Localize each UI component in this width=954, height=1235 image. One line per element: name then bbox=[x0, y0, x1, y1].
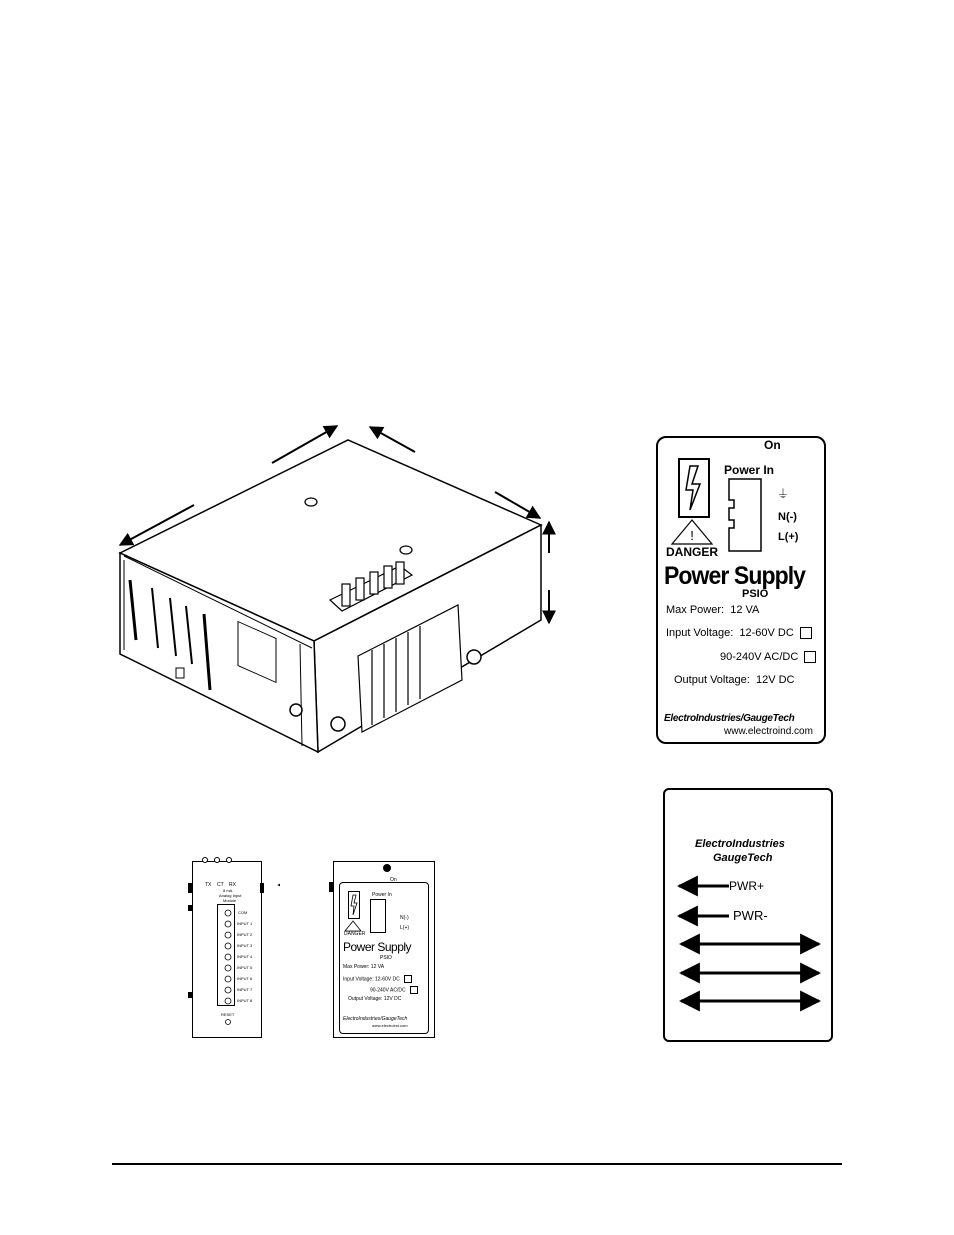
small-max-power: Max Power: 12 VA bbox=[343, 964, 385, 970]
top-hole-icon bbox=[305, 498, 317, 506]
small-url-text: www.electroind.com bbox=[372, 1023, 408, 1028]
small-power-in-text: Power In bbox=[372, 892, 392, 898]
output-voltage-row: Output Voltage: 12V DC bbox=[674, 674, 795, 686]
small-power-supply-title: Power Supply bbox=[343, 940, 412, 954]
max-power-row: Max Power: 12 VA bbox=[666, 604, 760, 616]
power-input-terminal-icon bbox=[728, 478, 762, 557]
checkbox-90-240v[interactable] bbox=[804, 651, 816, 663]
small-input-voltage-2: 90-240V AC/DC bbox=[370, 986, 418, 994]
pwr-plus-text: PWR+ bbox=[729, 879, 765, 893]
input-2-label: INPUT 2 bbox=[237, 932, 253, 937]
power-supply-title: Power Supply bbox=[664, 562, 806, 590]
com-label: COM bbox=[238, 910, 248, 915]
n-minus-text: N(-) bbox=[778, 511, 797, 523]
small-on-text: On bbox=[390, 877, 397, 883]
small-high-voltage-icon bbox=[348, 891, 360, 919]
small-output-voltage: Output Voltage: 12V DC bbox=[348, 996, 402, 1002]
ct-label: CT bbox=[217, 882, 224, 888]
input-3-label: INPUT 3 bbox=[237, 943, 253, 948]
module-header-2: Analog Input bbox=[219, 893, 242, 898]
footer-rule bbox=[112, 1163, 842, 1165]
on-text: On bbox=[764, 438, 781, 452]
pwr-minus-text: PWR- bbox=[733, 908, 768, 923]
danger-text: DANGER bbox=[666, 545, 719, 559]
power-supply-panel-small bbox=[333, 861, 435, 1038]
high-voltage-icon bbox=[678, 458, 710, 518]
url-text: www.electroind.com bbox=[724, 726, 813, 737]
width-dimension-arrow-left bbox=[370, 427, 415, 452]
ground-icon: ⏚ bbox=[777, 487, 790, 501]
model-text: PSIO bbox=[742, 588, 769, 600]
input-voltage-row-2: 90-240V AC/DC bbox=[720, 651, 816, 663]
power-supply-label-large bbox=[656, 436, 826, 744]
indicator-led-icon bbox=[383, 864, 391, 872]
reset-label: RESET bbox=[221, 1012, 235, 1017]
power-in-text: Power In bbox=[724, 463, 775, 477]
input-voltage-row-1: Input Voltage: 12-60V DC bbox=[666, 627, 812, 639]
small-danger-text: DANGER bbox=[344, 931, 366, 937]
input-5-label: INPUT 5 bbox=[237, 965, 253, 970]
side-brand-line1: ElectroIndustries bbox=[695, 838, 785, 850]
input-7-label: INPUT 7 bbox=[237, 987, 253, 992]
small-brand-text: ElectroIndustries/GaugeTech bbox=[343, 1016, 408, 1022]
unit-housing bbox=[120, 440, 541, 752]
input-6-label: INPUT 6 bbox=[237, 976, 253, 981]
input-8-label: INPUT 8 bbox=[237, 998, 253, 1003]
l-plus-text: L(+) bbox=[778, 531, 799, 543]
small-model-text: PSIO bbox=[380, 955, 392, 961]
small-terminal-icon bbox=[370, 899, 386, 933]
module-header-3: Module bbox=[223, 898, 237, 903]
brand-text: ElectroIndustries/GaugeTech bbox=[664, 713, 795, 724]
screw-icon bbox=[467, 650, 481, 664]
input-4-label: INPUT 4 bbox=[237, 954, 253, 959]
top-hole-icon bbox=[400, 546, 412, 554]
small-l-plus-text: L(+) bbox=[400, 925, 410, 931]
side-connection-label bbox=[663, 788, 833, 1042]
small-panel-side-tab bbox=[329, 882, 333, 892]
module-hardware bbox=[180, 855, 280, 1045]
svg-text:!: ! bbox=[690, 528, 694, 543]
side-brand-line2: GaugeTech bbox=[713, 852, 773, 864]
small-label-card bbox=[339, 882, 429, 1034]
small-n-minus-text: N(-) bbox=[400, 915, 409, 921]
rx-label: RX bbox=[229, 882, 236, 888]
screw-icon bbox=[331, 717, 345, 731]
checkbox-12-60v[interactable] bbox=[800, 627, 812, 639]
screw-icon bbox=[290, 704, 302, 716]
input-1-label: INPUT 1 bbox=[237, 921, 253, 926]
module-header-1: 8 mA bbox=[223, 888, 233, 893]
small-input-voltage-1: Input Voltage: 12-60V DC bbox=[343, 975, 412, 983]
tx-label: TX bbox=[205, 882, 212, 888]
